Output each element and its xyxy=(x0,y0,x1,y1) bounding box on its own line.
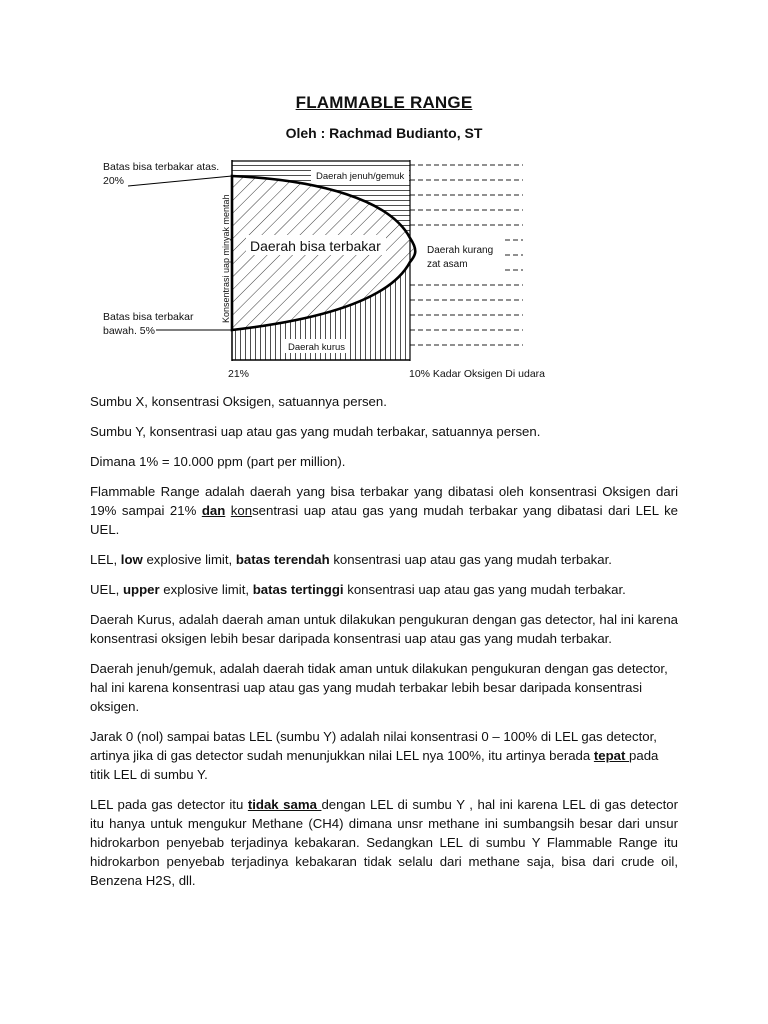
text-run-bold: low xyxy=(120,552,143,567)
x-axis-right-label: 10% Kadar Oksigen Di udara xyxy=(409,368,545,380)
lower-limit-label: Batas bisa terbakar xyxy=(103,311,194,323)
document-author: Oleh : Rachmad Budianto, ST xyxy=(285,125,483,141)
upper-limit-line xyxy=(128,176,232,186)
text-run-bold: tepat xyxy=(593,748,630,763)
text-run: dengan LEL di sumbu Y , hal ini karena LEL di gas detector itu hanya untuk mengukur Methane (CH4) dimana unsr methane ini sumbangsih besar dari unsur hidrokarbon penyebab terjadinya kebakaran. Sedangkan LEL di sumbu Y Flammable Range itu hidrokarbon penyebab terjadinya kebakaran tidak selalu dari methane saja, bisa dari crude oil, Benzena H2S, dll. xyxy=(90,797,678,888)
text-run-bold: batas tertinggi xyxy=(252,582,344,597)
text-run-underline: kon xyxy=(230,503,253,518)
upper-limit-label: Batas bisa terbakar atas. xyxy=(103,161,220,173)
text-run: Flammable Range adalah daerah yang bisa terbakar yang dibatasi oleh konsentrasi Oksigen dari 19% sampai 21% xyxy=(90,484,678,518)
text-run: konsentrasi uap atau gas yang mudah terbakar. xyxy=(343,582,626,597)
text-run-bold: dan xyxy=(201,503,226,518)
paragraph: Dimana 1% = 10.000 ppm (part per million). xyxy=(90,454,346,469)
oxygen-poor-zone-label-2: zat asam xyxy=(427,259,468,270)
text-run: pada titik LEL di sumbu Y. xyxy=(90,748,659,782)
text-run: LEL pada gas detector itu xyxy=(90,797,248,812)
paragraph-lel xyxy=(90,550,678,569)
paragraph: Sumbu X, konsentrasi Oksigen, satuannya persen. xyxy=(90,394,387,409)
text-run: sentrasi uap atau gas yang mudah terbakar yang dibatasi dari LEL ke UEL. xyxy=(90,503,678,537)
text-run-bold: batas terendah xyxy=(235,552,330,567)
paragraph-daerah-kurus: Daerah Kurus, adalah daerah aman untuk dilakukan pengukuran dengan gas detector, hal ini karena konsentrasi oksigen lebih besar daripada konsentrasi uap atau gas yang mudah terbakar. xyxy=(90,612,678,646)
text-run: Jarak 0 (nol) sampai batas LEL (sumbu Y) adalah nilai konsentrasi 0 – 100% di LEL gas detector, artinya jika di gas detector sudah menunjukkan nilai LEL nya 100%, itu artinya berada xyxy=(90,729,657,763)
document-body xyxy=(90,392,678,901)
text-run: LEL, xyxy=(90,552,121,567)
rich-zone-label: Daerah jenuh/gemuk xyxy=(316,171,405,182)
y-axis-label: Konsentrasi uap minyak mentah xyxy=(221,194,231,323)
flammable-zone-label: Daerah bisa terbakar xyxy=(250,238,381,254)
x-axis-left-label: 21% xyxy=(228,368,250,380)
lower-limit-value: bawah. 5% xyxy=(103,325,155,337)
paragraph: Sumbu Y, konsentrasi uap atau gas yang mudah terbakar, satuannya persen. xyxy=(90,424,541,439)
paragraph-uel xyxy=(90,580,678,599)
text-run: explosive limit, xyxy=(142,552,236,567)
flammable-range-diagram xyxy=(0,0,768,390)
text-run-bold: tidak sama xyxy=(247,797,322,812)
paragraph-daerah-jenuh: Daerah jenuh/gemuk, adalah daerah tidak aman untuk dilakukan pengukuran dengan gas detector, hal ini karena konsentrasi uap atau gas yang mudah terbakar lebih besar daripada konsentrasi oksigen. xyxy=(90,661,668,714)
upper-limit-value: 20% xyxy=(103,175,125,187)
text-run-bold: upper xyxy=(122,582,160,597)
oxygen-poor-zone-label: Daerah kurang xyxy=(427,245,494,256)
text-run: UEL, xyxy=(90,582,123,597)
text-run: konsentrasi uap atau gas yang mudah terbakar. xyxy=(329,552,612,567)
paragraph-jarak-lel xyxy=(90,727,678,784)
document-title: FLAMMABLE RANGE xyxy=(295,93,473,112)
paragraph-lel-gas-detector xyxy=(90,795,678,890)
text-run: explosive limit, xyxy=(159,582,253,597)
lean-zone-label: Daerah kurus xyxy=(288,342,346,353)
paragraph-flammable-range xyxy=(90,482,678,539)
